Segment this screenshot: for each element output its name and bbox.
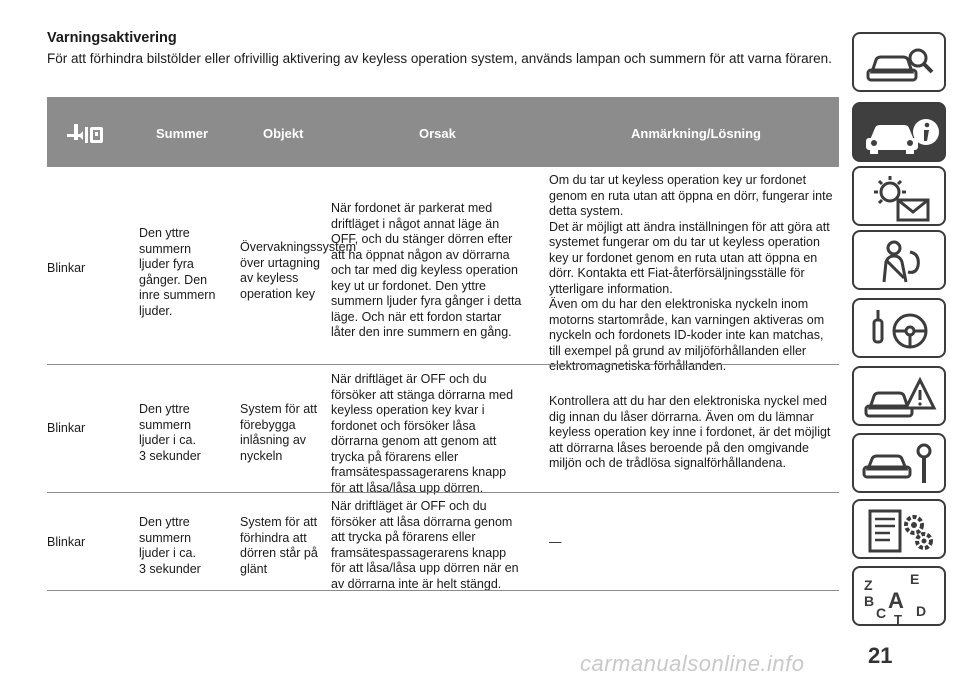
cell-summer: Den yttre summern ljuder i ca. 3 sekunder xyxy=(139,402,201,463)
index-letter: B xyxy=(864,593,875,609)
chapter-tab-car-search[interactable] xyxy=(852,32,946,92)
row-divider xyxy=(47,590,839,591)
cell-objekt: System för att förebygga inlåsning av nyckeln xyxy=(240,402,318,463)
table-header xyxy=(47,97,839,167)
table-header-icon-cell xyxy=(47,97,123,167)
row-divider xyxy=(47,492,839,493)
header-summer: Summer xyxy=(156,126,209,141)
section-heading: Varningsaktivering xyxy=(47,30,177,46)
index-letter: T xyxy=(894,612,902,627)
cell-summer: Den yttre summern ljuder i ca. 3 sekunder xyxy=(139,515,201,576)
cell-lamp: Blinkar xyxy=(47,535,86,549)
keyless-key-warning-icon xyxy=(47,97,123,167)
chapter-tab-car-info[interactable] xyxy=(852,102,946,162)
chapter-tab-emergency[interactable] xyxy=(852,366,946,426)
cell-losning: — xyxy=(549,535,562,549)
car-search-icon xyxy=(854,34,948,94)
cell-summer: Den yttre summern ljuder fyra gånger. Den inre summern ljuder. xyxy=(139,226,216,318)
chapter-tab-maintenance[interactable] xyxy=(852,433,946,493)
cell-lamp: Blinkar xyxy=(47,421,86,435)
cell-objekt: System för att förhindra att dörren står på glänt xyxy=(240,515,318,576)
header-orsak: Orsak xyxy=(419,126,456,141)
cell-orsak: När driftläget är OFF och du försöker att låsa dörrarna genom att trycka på förarens eller framsätespassagerarens knapp för att låsa/låsa upp dörren när en av dörrarna inte är helt stängd. xyxy=(331,499,519,591)
car-warning-triangle-icon xyxy=(854,368,948,428)
header-objekt: Objekt xyxy=(263,126,304,141)
row-divider xyxy=(47,364,839,365)
warning-light-envelope-icon xyxy=(854,168,948,228)
car-wrench-icon xyxy=(854,435,948,495)
seatbelt-airbag-icon xyxy=(854,232,948,292)
index-letter: C xyxy=(876,605,887,621)
cell-orsak: När driftläget är OFF och du försöker att stänga dörrarna med keyless operation key kvar i fordonet och försöker låsa dörrarna genom att genom att trycka på förarens eller framsätespassagerarens knapp för att låsa/låsa upp dörren. xyxy=(331,372,514,495)
page-number: 21 xyxy=(868,643,893,668)
cell-losning: Om du tar ut keyless operation key ur fordonet genom en ruta utan att öppna en dörr, fungerar inte detta system. Det är möjligt att ändra inställningen för att göra att systemet fungerar om du tar ut keyless operation key ur fordonet genom en ruta utan att öppna en dörr. Kontakta ett Fiat-återförsäljningsställe för ytterligare information. Även om du har den elektroniska nyckeln inom motorns startområde, kan varningen aktiveras om nyckeln och fordonets ID-koder inte kan matchas, till exempel på grund av miljöförhållanden eller elektromagnetiska förhållanden. xyxy=(549,173,833,373)
cell-objekt: Övervakningssystem över urtagning av keyless operation key xyxy=(240,240,357,301)
chapter-tab-warning-lights[interactable] xyxy=(852,166,946,226)
watermark: carmanualsonline.info xyxy=(580,651,805,676)
cell-lamp: Blinkar xyxy=(47,261,86,275)
chapter-tab-technical-data[interactable] xyxy=(852,499,946,559)
chapter-tab-safety[interactable] xyxy=(852,230,946,290)
key-steering-wheel-icon xyxy=(854,300,948,360)
section-intro: För att förhindra bilstölder eller ofrivillig aktivering av keyless operation system, används lampan och summern för att varna föraren. xyxy=(47,51,832,66)
index-letter: A xyxy=(888,588,904,613)
chapter-tab-index[interactable] xyxy=(852,566,946,626)
index-letter: Z xyxy=(864,577,873,593)
cell-orsak: När fordonet är parkerat med driftläget i något annat läge än OFF, och du stänger dörren efter att ha öppnat någon av dörrarna och tar med dig keyless operation key ut ur fordonet. Den yttre summern ljuder fyra gånger i detta läge. Och när ett fordon startar låter den inre summern en gång. xyxy=(331,201,522,339)
index-letter: E xyxy=(910,571,920,587)
header-losning: Anmärkning/Lösning xyxy=(631,126,761,141)
car-info-icon xyxy=(854,104,948,164)
chapter-tab-starting-driving[interactable] xyxy=(852,298,946,358)
cell-losning: Kontrollera att du har den elektroniska nyckel med dig innan du låser dörrarna. Även om du lämnar keyless operation key inne i fordonet, är det möjligt att dörrarna låses beroende på den omgivande miljön och de trådlösa signalförhållandena. xyxy=(549,394,831,470)
specs-gears-icon xyxy=(854,501,948,561)
alphabet-index-icon xyxy=(854,568,948,628)
index-letter: D xyxy=(916,603,927,619)
